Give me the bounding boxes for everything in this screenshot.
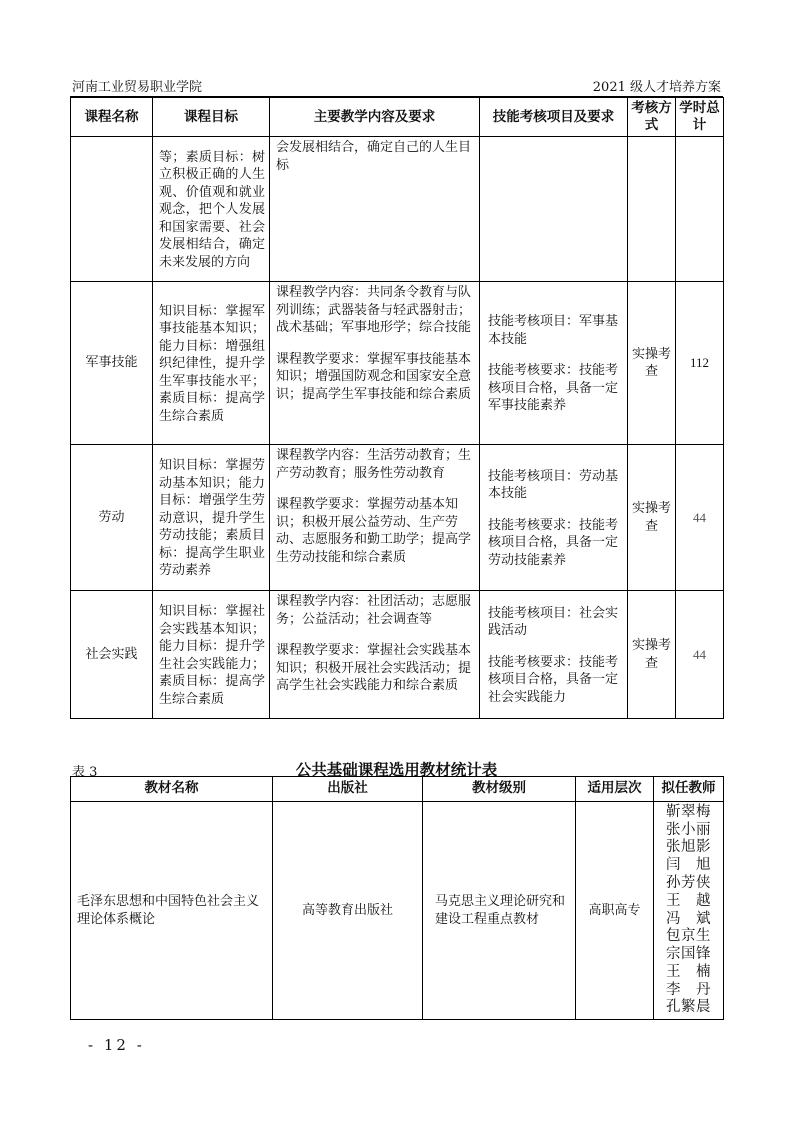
course-method [628,137,676,282]
course-goal: 等；素质目标：树立积极正确的人生观、价值观和就业观念，把个人发展和国家需要、社会发展相结合，确定未来发展的方向 [153,137,270,282]
table-row [71,282,724,445]
requirement-paragraph: 课程教学要求：掌握社会实践基本知识；积极开展社会实践活动；提高学生社会实践能力和综合素质 [276,643,472,693]
teacher-list [654,802,724,1020]
skill-requirement: 技能考核要求：技能考核项目合格，具备一定军事技能素养 [488,363,619,414]
column-header: 教材名称 [71,777,273,802]
textbook-name: 毛泽东思想和中国特色社会主义理论体系概论 [71,802,273,1020]
teacher-name: 王 越 [666,892,711,909]
course-skill [480,445,628,591]
column-header: 考核方式 [628,98,676,137]
course-name [71,137,153,282]
column-header: 出版社 [273,777,423,802]
course-hours: 44 [676,591,724,719]
content-paragraph: 课程教学内容：生活劳动教育；生产劳动教育；服务性劳动教育 [276,448,472,481]
course-goal: 知识目标：掌握劳动基本知识；能力目标：增强学生劳动意识，提升学生劳动技能；素质目标：提高学生职业劳动素养 [153,445,270,591]
column-header: 学时总计 [676,98,724,137]
course-name: 军事技能 [71,282,153,445]
requirement-paragraph: 课程教学要求：掌握劳动基本知识；积极开展公益劳动、生产劳动、志愿服务和勤工助学；提高学生劳动技能和综合素质 [276,497,472,565]
column-header: 拟任教师 [654,777,724,802]
table-row [71,137,724,282]
course-name: 社会实践 [71,591,153,719]
teacher-name: 靳翠梅 [666,803,711,820]
course-table-header [71,98,724,137]
course-hours: 112 [676,282,724,445]
course-name: 劳动 [71,445,153,591]
teacher-name: 李 丹 [666,981,711,998]
course-goal: 知识目标：掌握军事技能基本知识；能力目标：增强组织纪律性，提升学生军事技能水平；素质目标：提高学生综合素质 [153,282,270,445]
textbook-publisher: 高等教育出版社 [273,802,423,1020]
skill-item: 技能考核项目：社会实践活动 [488,605,619,639]
skill-requirement: 技能考核要求：技能考核项目合格，具备一定社会实践能力 [488,654,619,705]
course-method: 实操考查 [628,445,676,591]
skill-item: 技能考核项目：军事基本技能 [488,314,619,347]
course-content: 会发展相结合，确定自己的人生目标 [270,137,480,282]
course-method: 实操考查 [628,591,676,719]
course-hours: 44 [676,445,724,591]
column-header: 适用层次 [576,777,654,802]
table-row [71,802,724,1020]
skill-item: 技能考核项目：劳动基本技能 [488,468,619,502]
teacher-name: 孔繁晨 [666,999,711,1016]
column-header: 主要教学内容及要求 [270,98,480,137]
textbook-table [70,776,724,1020]
column-header: 课程名称 [71,98,153,137]
textbook-table-header [71,777,724,802]
header-plan-title: 2021 级人才培养方案 [592,80,721,95]
table-row [71,445,724,591]
teacher-name: 宗国锋 [666,946,711,963]
course-skill [480,282,628,445]
requirement-paragraph: 课程教学要求：掌握军事技能基本知识；增强国防观念和国家安全意识；提高学生军事技能和综合素质 [276,351,472,402]
page-number: - 12 - [88,1036,145,1054]
table-label: 表 3 [72,765,98,780]
teacher-name: 王 楠 [666,963,711,980]
column-header: 教材级别 [423,777,576,802]
course-content [270,282,480,445]
textbook-tier: 高职高专 [576,802,654,1020]
course-method: 实操考查 [628,282,676,445]
course-skill [480,137,628,282]
content-paragraph: 课程教学内容：共同条令教育与队列训练；武器装备与轻武器射击；战术基础；军事地形学；综合技能 [276,285,472,335]
teacher-name: 闫 旭 [666,857,711,874]
course-hours [676,137,724,282]
course-table [70,97,724,719]
course-content [270,445,480,591]
column-header: 课程目标 [153,98,270,137]
table-title: 公共基础课程选用教材统计表 [295,760,498,779]
course-skill [480,591,628,719]
column-header: 技能考核项目及要求 [480,98,628,137]
header-school: 河南工业贸易职业学院 [72,80,203,95]
textbook-level: 马克思主义理论研究和建设工程重点教材 [423,802,576,1020]
content-paragraph: 课程教学内容：社团活动；志愿服务；公益活动；社会调查等 [276,594,472,627]
course-goal: 知识目标：掌握社会实践基本知识；能力目标：提升学生社会实践能力；素质目标：提高学生综合素质 [153,591,270,719]
skill-requirement: 技能考核要求：技能考核项目合格，具备一定劳动技能素养 [488,517,619,568]
teacher-name: 包京生 [666,928,711,945]
course-content [270,591,480,719]
teacher-name: 孙芳侠 [666,874,711,891]
teacher-name: 张小丽 [666,821,711,838]
teacher-name: 张旭影 [666,839,711,856]
teacher-name: 冯 斌 [666,910,711,927]
table-row [71,591,724,719]
